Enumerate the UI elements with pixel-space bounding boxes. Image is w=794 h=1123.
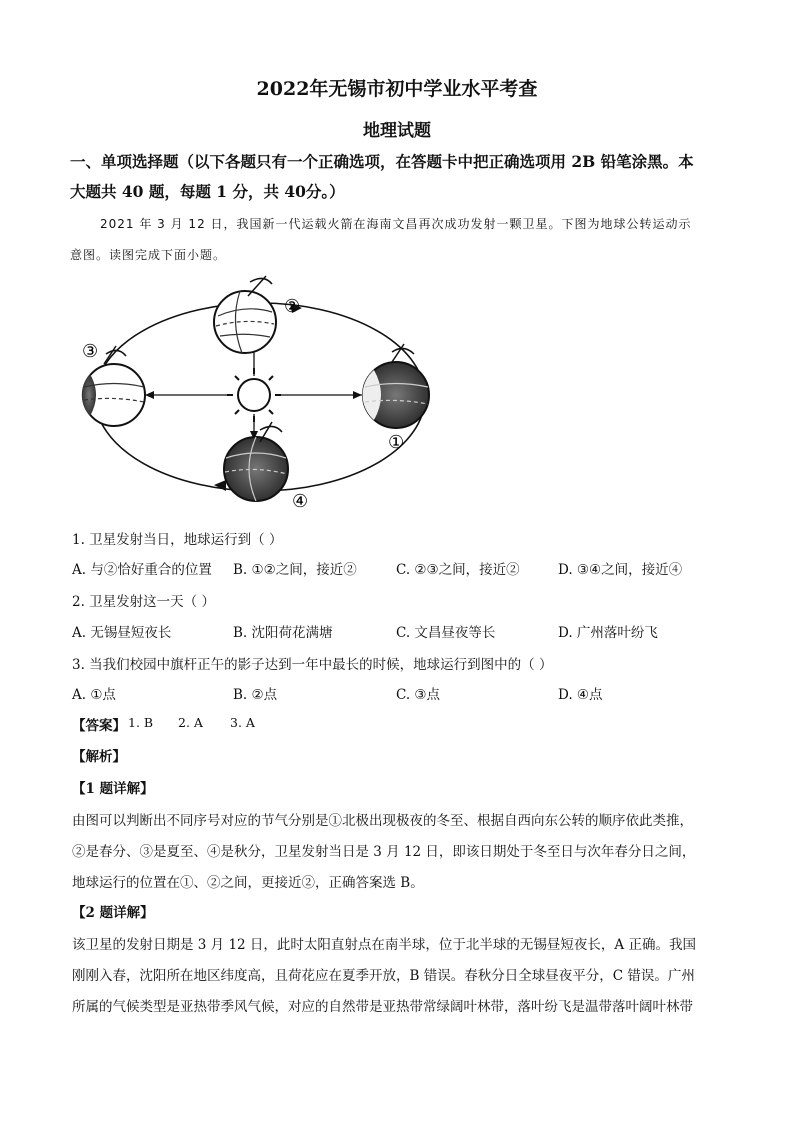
question-1-stem: 1. 卫星发射当日，地球运行到（ ） [72,532,283,548]
detail-1-line-2: ②是春分、③是夏至、④是秋分，卫星发射当日是 3 月 12 日，即该日期处于冬至日与次年春分日之间， [72,844,696,860]
answer-2: 2. A [178,715,203,730]
analysis-label: 【解析】 [72,749,126,765]
answer-label: 【答案】 [72,718,126,734]
question-3-option-b: B. ②点 [233,687,278,703]
question-2-option-d: D. 广州落叶纷飞 [558,625,658,641]
question-3-option-c: C. ③点 [396,687,441,703]
question-1-option-c: C. ②③之间，接近② [396,562,520,578]
label-3: ③ [82,341,99,362]
label-4: ④ [292,491,309,512]
orbit-arrow-bottom [214,480,226,491]
question-1-option-d: D. ③④之间，接近④ [558,562,683,578]
label-2: ② [284,296,301,317]
question-2-option-c: C. 文昌昼夜等长 [396,625,496,641]
answer-3: 3. A [230,715,255,730]
question-1-option-b: B. ①②之间，接近② [233,562,357,578]
detail-1-line-1: 由图可以判断出不同序号对应的节气分别是①北极出现极夜的冬至、根据自西向东公转的顺序依此类推， [72,813,693,829]
question-3-stem: 3. 当我们校园中旗杆正午的影子达到一年中最长的时候，地球运行到图中的（ ） [72,657,553,673]
intro-line1: 2021 年 3 月 12 日，我国新一代运载火箭在海南文昌再次成功发射一颗卫星。下图为地球公转运动示 [100,217,692,231]
question-2-stem: 2. 卫星发射这一天（ ） [72,594,215,610]
page-title: 2022年无锡市初中学业水平考查 [256,78,538,100]
label-1: ① [388,432,405,453]
sun-icon [227,368,281,422]
question-1-option-a: A. 与②恰好重合的位置 [72,562,212,578]
earth-position-1 [363,344,429,428]
answer-1: 1. B [128,715,154,730]
detail-1-label: 【1 题详解】 [72,781,154,797]
section-heading-line2: 大题共 40 题，每题 1 分，共 40分。） [70,182,345,201]
earth-position-2 [214,276,276,353]
detail-1-line-3: 地球运行的位置在①、②之间，更接近②，正确答案选 B。 [72,875,424,891]
detail-2-line-3: 所属的气候类型是亚热带季风气候，对应的自然带是亚热带常绿阔叶林带，落叶纷飞是温带落叶阔叶林带 [72,999,693,1015]
question-3-option-d: D. ④点 [558,687,603,703]
page-subtitle: 地理试题 [363,121,431,141]
detail-2-label: 【2 题详解】 [72,905,154,921]
intro-line2: 意图。读图完成下面小题。 [70,248,227,262]
question-2-option-a: A. 无锡昼短夜长 [72,625,172,641]
question-2-option-b: B. 沈阳荷花满塘 [233,625,333,641]
earth-orbit-figure [70,262,450,512]
section-heading-line1: 一、单项选择题（以下各题只有一个正确选项，在答题卡中把正确选项用 2B 铅笔涂黑。本 [70,152,694,171]
detail-2-line-2: 刚刚入春，沈阳所在地区纬度高，且荷花应在夏季开放，B 错误。春秋分日全球昼夜平分，C 错误。广州 [72,968,695,984]
detail-2-line-1: 该卫星的发射日期是 3 月 12 日，此时太阳直射点在南半球，位于北半球的无锡昼短夜长，A 正确。我国 [72,937,696,953]
question-3-option-a: A. ①点 [72,687,116,703]
